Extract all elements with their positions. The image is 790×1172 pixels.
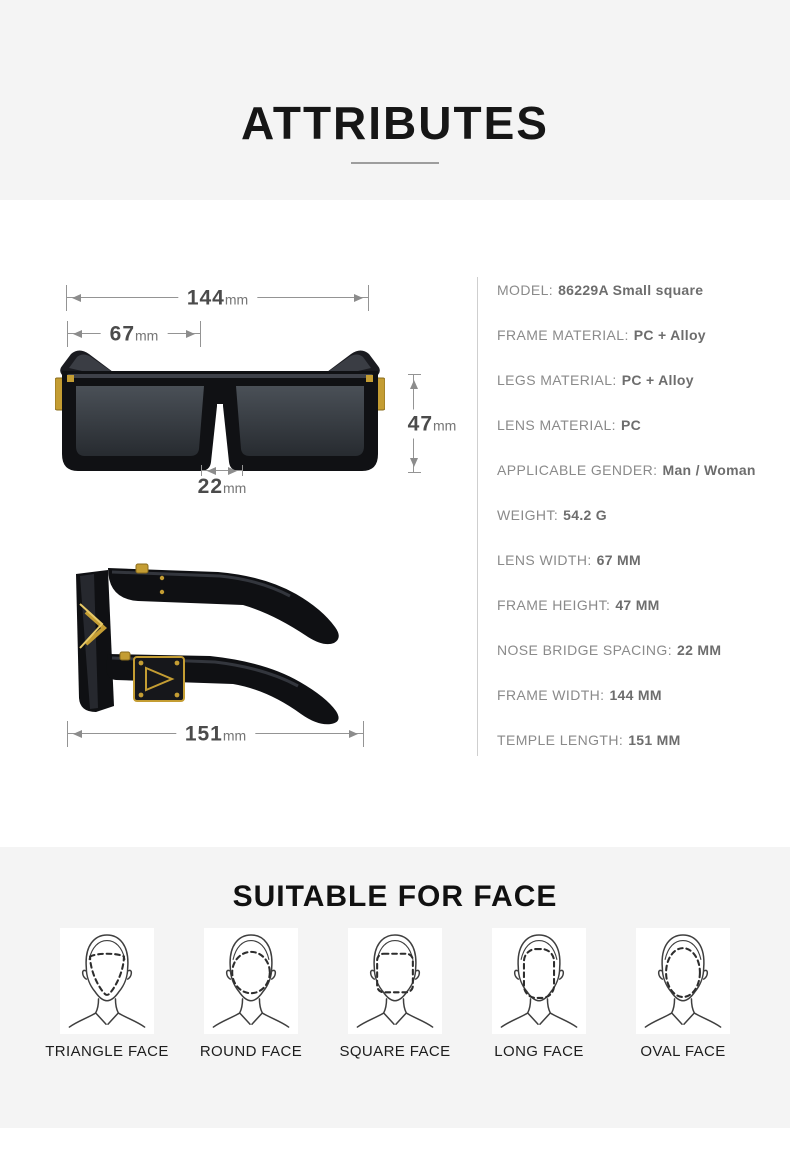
tick [67, 321, 68, 347]
attributes-divider [477, 277, 478, 756]
face-label: SQUARE FACE [339, 1043, 451, 1060]
long-face-icon [492, 928, 586, 1034]
frame-width-label: 144mm [178, 288, 257, 309]
arrow-right-icon [186, 330, 199, 338]
square-shape-overlay [377, 954, 413, 993]
triangle-face-icon [60, 928, 154, 1034]
tick [368, 285, 369, 311]
dimension-lens-width [68, 322, 200, 346]
tick [408, 374, 421, 375]
attributes-list [497, 267, 777, 762]
face-cell-round [184, 928, 318, 1060]
face-label: LONG FACE [494, 1043, 584, 1060]
face-cell-long [472, 928, 606, 1060]
nose-bridge-label: 22mm [189, 476, 256, 497]
arrow-left-icon [69, 330, 82, 338]
dimension-frame-width [67, 286, 368, 310]
face-cell-triangle [40, 928, 174, 1060]
sunglasses-side-view-image [50, 556, 380, 731]
dimension-frame-height [407, 375, 457, 472]
dimension-temple-length [68, 722, 363, 746]
round-shape-overlay [232, 952, 270, 993]
attribute-row-model: MODEL: 86229A Small square [497, 281, 704, 298]
face-types-row [40, 928, 750, 1060]
square-face-icon [348, 928, 442, 1034]
triangle-shape-overlay [90, 954, 124, 995]
attribute-row-lens-width: LENS WIDTH: 67 MM [497, 551, 641, 568]
attribute-row-legs-material: LEGS MATERIAL: PC + Alloy [497, 371, 694, 388]
dimension-nose-bridge [197, 470, 247, 498]
page-title: ATTRIBUTES [241, 97, 549, 149]
face-label: TRIANGLE FACE [45, 1043, 169, 1060]
arrow-right-icon [354, 294, 367, 302]
attribute-row-nose-bridge: NOSE BRIDGE SPACING: 22 MM [497, 641, 722, 658]
face-cell-square [328, 928, 462, 1060]
arrow-left-icon [68, 294, 81, 302]
arrow-right-icon [349, 730, 362, 738]
tick [363, 721, 364, 747]
arrow-left-icon [203, 467, 216, 475]
attribute-row-frame-material: FRAME MATERIAL: PC + Alloy [497, 326, 706, 343]
arrow-left-icon [69, 730, 82, 738]
oval-shape-overlay [666, 948, 700, 997]
face-cell-oval [616, 928, 750, 1060]
attribute-row-frame-width: FRAME WIDTH: 144 MM [497, 686, 662, 703]
round-face-icon [204, 928, 298, 1034]
face-label: OVAL FACE [640, 1043, 726, 1060]
long-shape-overlay [524, 949, 554, 998]
attribute-row-temple-length: TEMPLE LENGTH: 151 MM [497, 731, 681, 748]
attribute-row-frame-height: FRAME HEIGHT: 47 MM [497, 596, 660, 613]
tick [67, 721, 68, 747]
arrow-right-icon [228, 467, 241, 475]
lens-width-label: 67mm [101, 324, 168, 345]
attribute-row-weight: WEIGHT: 54.2 G [497, 506, 607, 523]
temple-length-label: 151mm [176, 724, 255, 745]
oval-face-icon [636, 928, 730, 1034]
tick [200, 321, 201, 347]
title-underline [351, 162, 439, 164]
tick [66, 285, 67, 311]
attribute-row-lens-material: LENS MATERIAL: PC [497, 416, 641, 433]
tick [408, 472, 421, 473]
frame-height-label: 47mm [406, 409, 459, 438]
arrow-up-icon [410, 376, 418, 389]
suitable-for-face-title: SUITABLE FOR FACE [232, 880, 558, 913]
face-label: ROUND FACE [199, 1043, 303, 1060]
arrow-down-icon [410, 458, 418, 471]
attribute-row-gender: APPLICABLE GENDER: Man / Woman [497, 461, 756, 478]
sunglasses-front-view-image [55, 344, 385, 489]
